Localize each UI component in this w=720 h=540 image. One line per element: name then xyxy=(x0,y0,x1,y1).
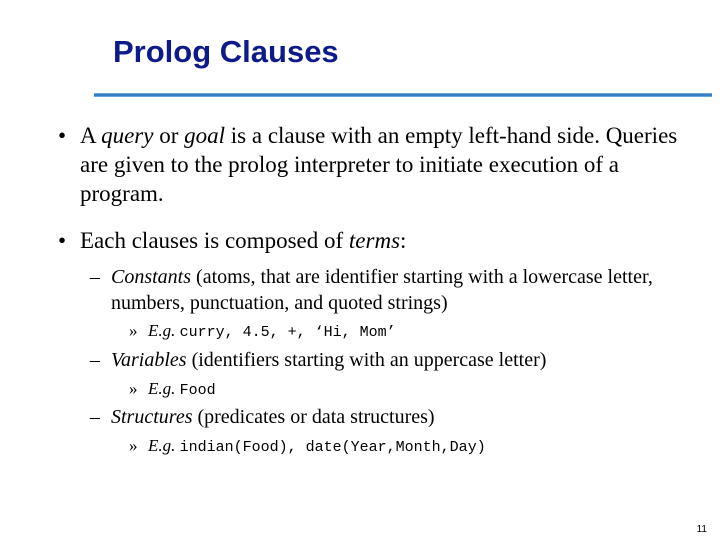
page-number: 11 xyxy=(696,524,707,535)
dash-marker: – xyxy=(90,266,100,288)
text-run: : xyxy=(400,228,407,253)
example-code: indian(Food), date(Year,Month,Day) xyxy=(179,439,486,456)
bullet-text xyxy=(80,121,680,208)
example-code: Food xyxy=(179,382,216,399)
dash-marker: – xyxy=(90,406,100,428)
example-marker: » xyxy=(129,321,138,340)
example-text xyxy=(148,435,486,459)
text-run: Each clauses is composed of xyxy=(80,228,349,253)
text-run: (identifiers starting with an uppercase letter) xyxy=(186,349,547,371)
slide-title: Prolog Clauses xyxy=(113,34,339,69)
example-text xyxy=(148,378,216,402)
bullet-marker: • xyxy=(58,228,67,253)
term-goal: goal xyxy=(184,123,226,148)
example-code: curry, 4.5, +, ‘Hi, Mom’ xyxy=(179,324,396,341)
term-structures: Structures xyxy=(111,406,193,428)
bullet-text xyxy=(80,226,406,255)
text-run: (predicates or data structures) xyxy=(192,406,435,428)
sub-bullet-text xyxy=(111,404,711,430)
eg-label: E.g. xyxy=(148,379,176,398)
example-text xyxy=(148,320,396,344)
text-run: or xyxy=(153,123,185,148)
term-variables: Variables xyxy=(111,349,187,371)
text-run: (atoms, that are identifier starting with a lowercase letter, numbers, punctuation, and quoted strings) xyxy=(111,266,653,314)
text-run: is a clause with an empty left-hand side. Queries are given to the prolog interpreter to initiate execution of a program. xyxy=(80,123,678,206)
sub-bullet-text xyxy=(111,264,711,316)
term-query: query xyxy=(101,123,154,148)
dash-marker: – xyxy=(90,349,100,371)
eg-label: E.g. xyxy=(148,436,176,455)
text-run: A xyxy=(80,123,102,148)
title-underline xyxy=(94,93,712,97)
eg-label: E.g. xyxy=(148,321,176,340)
term-terms: terms xyxy=(348,228,401,253)
bullet-marker: • xyxy=(58,123,67,148)
term-constants: Constants xyxy=(111,266,192,288)
sub-bullet-text xyxy=(111,347,711,373)
example-marker: » xyxy=(129,436,138,455)
example-marker: » xyxy=(129,379,138,398)
